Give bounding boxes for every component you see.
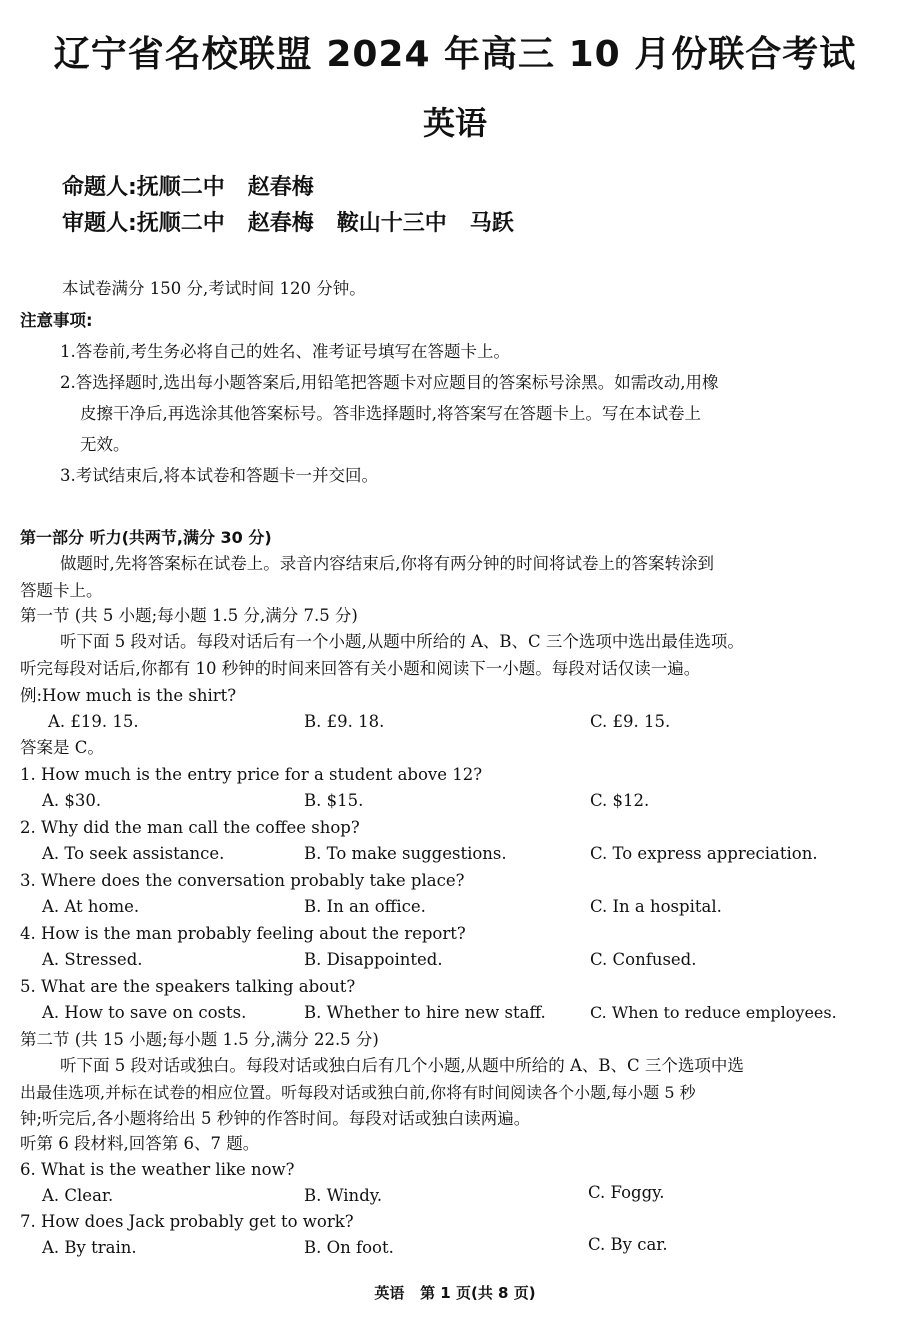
question-2-option-b: B. To make suggestions.	[304, 844, 507, 863]
question-6-option-c: C. Foggy.	[588, 1183, 665, 1202]
notice-item-3: 3.考试结束后,将本试卷和答题卡一并交回。	[60, 466, 378, 485]
exam-title: 辽宁省名校联盟 2024 年高三 10 月份联合考试	[53, 34, 857, 75]
reviewer-line: 审题人:抚顺二中 赵春梅 鞍山十三中 马跃	[62, 211, 514, 236]
question-1-option-c: C. $12.	[590, 791, 650, 810]
section1-desc: 听下面 5 段对话。每段对话后有一个小题,从题中所给的 A、B、C 三个选项中选出最佳选项。	[60, 632, 744, 651]
subject-title: 英语	[422, 104, 487, 142]
setter-line: 命题人:抚顺二中 赵春梅	[62, 175, 314, 200]
example-question: 例:How much is the shirt?	[20, 686, 237, 705]
question-5-option-a: A. How to save on costs.	[42, 1003, 247, 1022]
notice-item-2-cont: 皮擦干净后,再选涂其他答案标号。答非选择题时,将答案写在答题卡上。写在本试卷上	[80, 404, 701, 423]
notice-item-1: 1.答卷前,考生务必将自己的姓名、准考证号填写在答题卡上。	[60, 342, 510, 361]
question-5: 5. What are the speakers talking about?	[20, 977, 356, 996]
example-option-b: B. £9. 18.	[304, 712, 385, 731]
notice-item-2: 2.答选择题时,选出每小题答案后,用铅笔把答题卡对应题目的答案标号涂黑。如需改动,用橡	[60, 373, 719, 392]
question-1: 1. How much is the entry price for a student above 12?	[20, 765, 483, 784]
example-option-c: C. £9. 15.	[590, 712, 671, 731]
question-4-option-b: B. Disappointed.	[304, 950, 443, 969]
question-6-option-b: B. Windy.	[304, 1186, 383, 1205]
question-6-option-a: A. Clear.	[42, 1186, 114, 1205]
question-7-option-c: C. By car.	[588, 1235, 668, 1254]
question-5-option-b: B. Whether to hire new staff.	[304, 1003, 546, 1022]
question-3-option-b: B. In an office.	[304, 897, 426, 916]
section2-desc: 听下面 5 段对话或独白。每段对话或独白后有几个小题,从题中所给的 A、B、C 三个选项中选	[60, 1056, 744, 1075]
example-option-a: A. £19. 15.	[48, 712, 139, 731]
section1-heading: 第一节 (共 5 小题;每小题 1.5 分,满分 7.5 分)	[20, 606, 358, 625]
question-4: 4. How is the man probably feeling about the report?	[20, 924, 466, 943]
question-1-option-b: B. $15.	[304, 791, 364, 810]
question-2: 2. Why did the man call the coffee shop?	[20, 818, 360, 837]
part1-heading: 第一部分 听力(共两节,满分 30 分)	[20, 528, 272, 547]
part1-desc-cont: 答题卡上。	[20, 581, 103, 600]
question-3-option-a: A. At home.	[42, 897, 140, 916]
question-5-option-c: C. When to reduce employees.	[590, 1003, 837, 1022]
material-6-heading: 听第 6 段材料,回答第 6、7 题。	[20, 1134, 260, 1153]
question-3: 3. Where does the conversation probably take place?	[20, 871, 465, 890]
notice-item-2-end: 无效。	[80, 435, 130, 454]
example-answer: 答案是 C。	[20, 738, 104, 757]
score-time-note: 本试卷满分 150 分,考试时间 120 分钟。	[62, 279, 366, 298]
section2-desc-cont: 出最佳选项,并标在试卷的相应位置。听每段对话或独白前,你将有时间阅读各个小题,每小题 5 秒	[20, 1083, 696, 1102]
section2-desc-end: 钟;听完后,各小题将给出 5 秒钟的作答时间。每段对话或独白读两遍。	[20, 1109, 531, 1128]
question-7-option-b: B. On foot.	[304, 1238, 394, 1257]
question-2-option-a: A. To seek assistance.	[42, 844, 225, 863]
part1-desc: 做题时,先将答案标在试卷上。录音内容结束后,你将有两分钟的时间将试卷上的答案转涂到	[60, 554, 714, 573]
question-2-option-c: C. To express appreciation.	[590, 844, 818, 863]
question-7: 7. How does Jack probably get to work?	[20, 1212, 354, 1231]
question-6: 6. What is the weather like now?	[20, 1160, 295, 1179]
section1-desc-cont: 听完每段对话后,你都有 10 秒钟的时间来回答有关小题和阅读下一小题。每段对话仅读一遍。	[20, 659, 701, 678]
notice-title: 注意事项:	[20, 311, 93, 330]
question-3-option-c: C. In a hospital.	[590, 897, 722, 916]
question-1-option-a: A. $30.	[42, 791, 102, 810]
section2-heading: 第二节 (共 15 小题;每小题 1.5 分,满分 22.5 分)	[20, 1030, 379, 1049]
question-4-option-a: A. Stressed.	[42, 950, 143, 969]
question-4-option-c: C. Confused.	[590, 950, 697, 969]
page-footer: 英语 第 1 页(共 8 页)	[374, 1284, 536, 1302]
question-7-option-a: A. By train.	[42, 1238, 137, 1257]
